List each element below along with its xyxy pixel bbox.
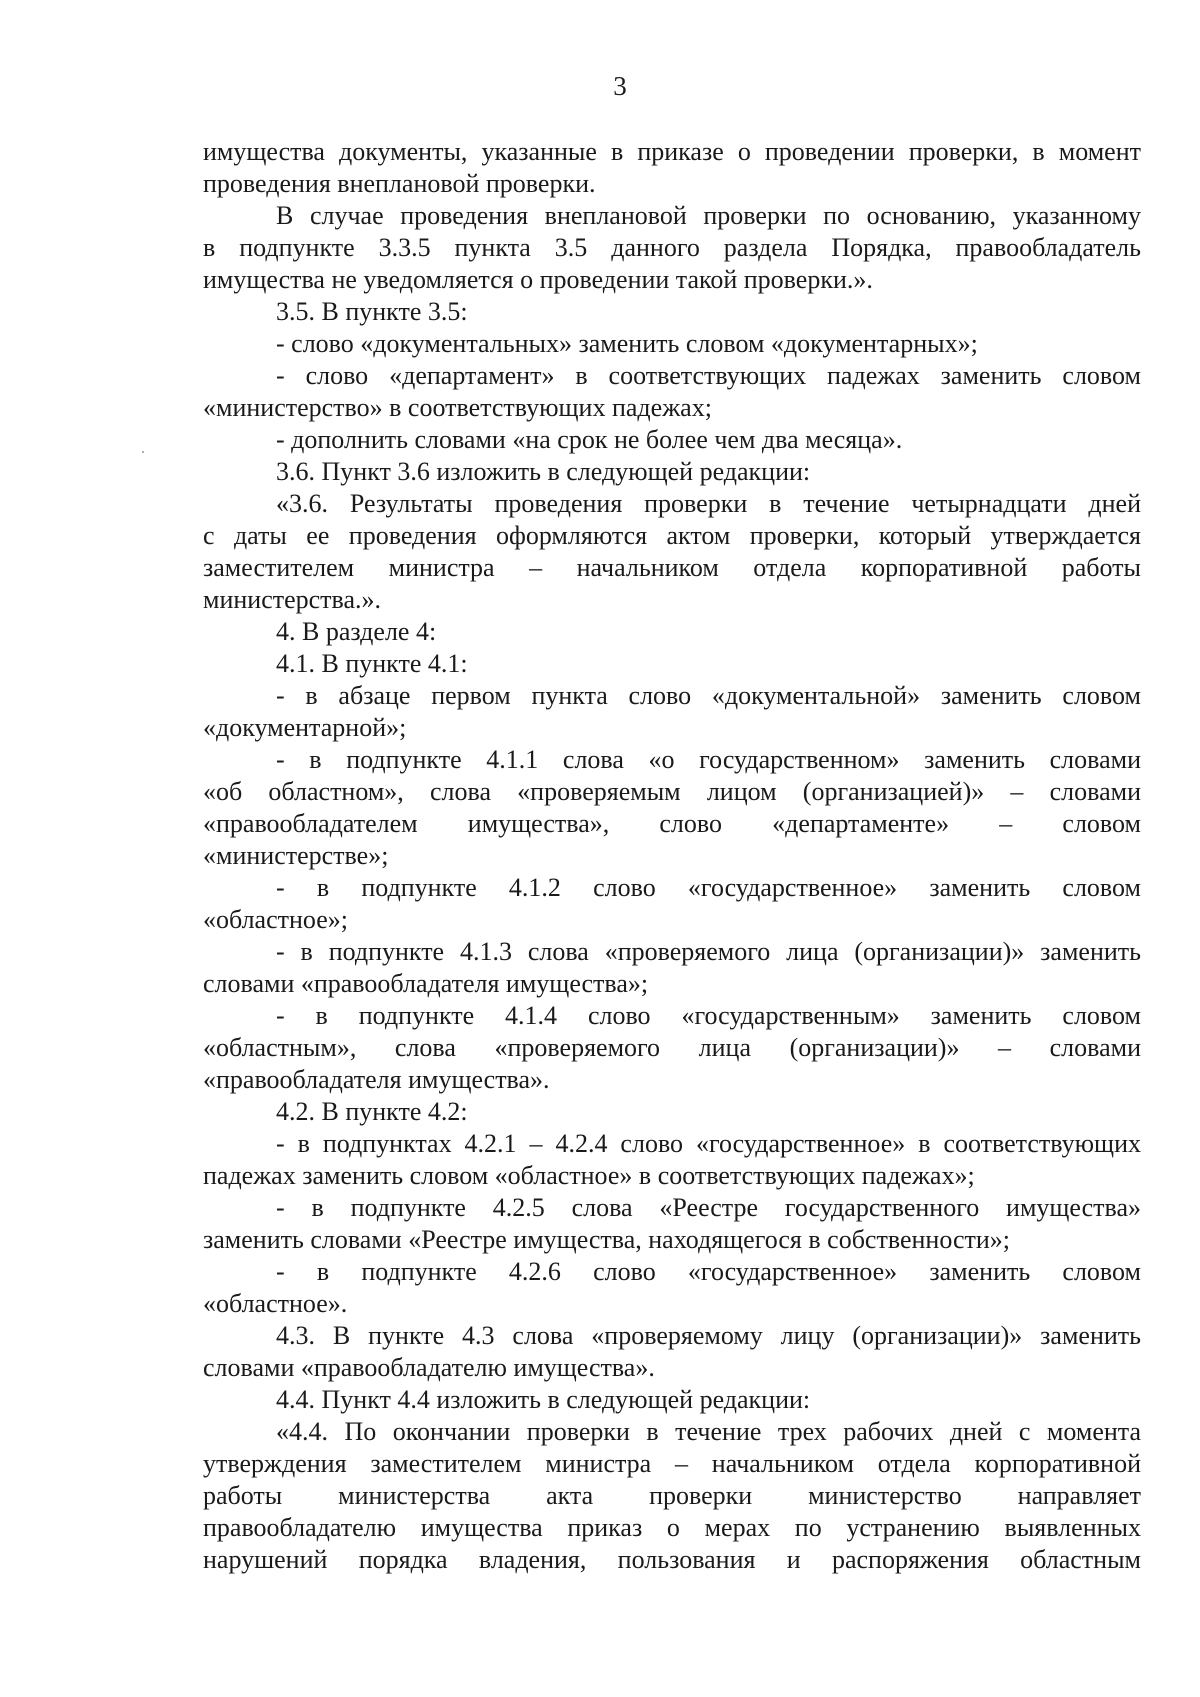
text-line: - в подпунктах 4.2.1 – 4.2.4 слово «государственное» в соответствующих xyxy=(276,1129,1141,1158)
text-line: - дополнить словами «на срок не более чем два месяца». xyxy=(276,425,903,454)
text-line: словами «правообладателю имущества». xyxy=(203,1353,655,1382)
text-line: - слово «департамент» в соответствующих падежах заменить словом xyxy=(276,361,1141,390)
text-line: - в подпункте 4.1.2 слово «государственное» заменить словом xyxy=(276,873,1141,902)
text-line: - в подпункте 4.2.5 слова «Реестре государственного имущества» xyxy=(276,1193,1141,1222)
text-line: «документарной»; xyxy=(203,713,407,742)
text-line: 3.6. Пункт 3.6 изложить в следующей редакции: xyxy=(276,457,811,486)
text-line: - в подпункте 4.1.1 слова «о государственном» заменить словами xyxy=(276,745,1141,774)
text-line: имущества документы, указанные в приказе о проведении проверки, в момент xyxy=(203,137,1141,166)
text-line: нарушений порядка владения, пользования и распоряжения областным xyxy=(203,1545,1141,1574)
text-line: «об областном», слова «проверяемым лицом (организацией)» – словами xyxy=(203,777,1141,806)
text-line: 4. В разделе 4: xyxy=(276,617,437,646)
text-line: «областное». xyxy=(203,1289,348,1318)
text-line: «министерстве»; xyxy=(203,841,389,870)
text-line: утверждения заместителем министра – начальником отдела корпоративной xyxy=(203,1449,1141,1478)
text-line: падежах заменить словом «областное» в соответствующих падежах»; xyxy=(203,1161,975,1190)
text-line: «правообладателя имущества». xyxy=(203,1065,550,1094)
text-line: В случае проведения внеплановой проверки по основанию, указанному xyxy=(276,201,1141,230)
text-line: «министерство» в соответствующих падежах; xyxy=(203,393,712,422)
text-line: 4.1. В пункте 4.1: xyxy=(276,649,468,678)
text-line: - в подпункте 4.1.3 слова «проверяемого лица (организации)» заменить xyxy=(276,937,1141,966)
text-line: - в абзаце первом пункта слово «документальной» заменить словом xyxy=(276,681,1141,710)
text-line: 4.3. В пункте 4.3 слова «проверяемому лицу (организации)» заменить xyxy=(276,1321,1141,1350)
text-line: правообладателю имущества приказ о мерах по устранению выявленных xyxy=(203,1513,1141,1542)
text-line: 4.2. В пункте 4.2: xyxy=(276,1097,468,1126)
text-line: заменить словами «Реестре имущества, находящегося в собственности»; xyxy=(203,1225,1011,1254)
text-line: «3.6. Результаты проведения проверки в течение четырнадцати дней xyxy=(276,489,1141,518)
text-line: заместителем министра – начальником отдела корпоративной работы xyxy=(203,553,1141,582)
text-line: словами «правообладателя имущества»; xyxy=(203,969,649,998)
text-line: в подпункте 3.3.5 пункта 3.5 данного раздела Порядка, правообладатель xyxy=(203,233,1141,262)
text-line: «4.4. По окончании проверки в течение трех рабочих дней с момента xyxy=(276,1417,1141,1446)
text-line: проведения внеплановой проверки. xyxy=(203,169,596,198)
text-line: 3.5. В пункте 3.5: xyxy=(276,297,468,326)
text-line: - в подпункте 4.2.6 слово «государственное» заменить словом xyxy=(276,1257,1141,1286)
text-line: - слово «документальных» заменить словом «документарных»; xyxy=(276,329,978,358)
text-line: «правообладателем имущества», слово «департаменте» – словом xyxy=(203,809,1141,838)
text-line: «областным», слова «проверяемого лица (организации)» – словами xyxy=(203,1033,1141,1062)
document-body xyxy=(203,136,1141,1576)
page-number: 3 xyxy=(613,71,627,101)
text-line: с даты ее проведения оформляются актом проверки, который утверждается xyxy=(203,521,1141,550)
text-line: работы министерства акта проверки министерство направляет xyxy=(203,1481,1141,1510)
text-line: имущества не уведомляется о проведении такой проверки.». xyxy=(203,265,873,294)
text-line: «областное»; xyxy=(203,905,348,934)
text-line: министерства.». xyxy=(203,585,382,614)
text-line: - в подпункте 4.1.4 слово «государственным» заменить словом xyxy=(276,1001,1141,1030)
scan-speck xyxy=(142,451,144,453)
text-line: 4.4. Пункт 4.4 изложить в следующей редакции: xyxy=(276,1385,811,1414)
